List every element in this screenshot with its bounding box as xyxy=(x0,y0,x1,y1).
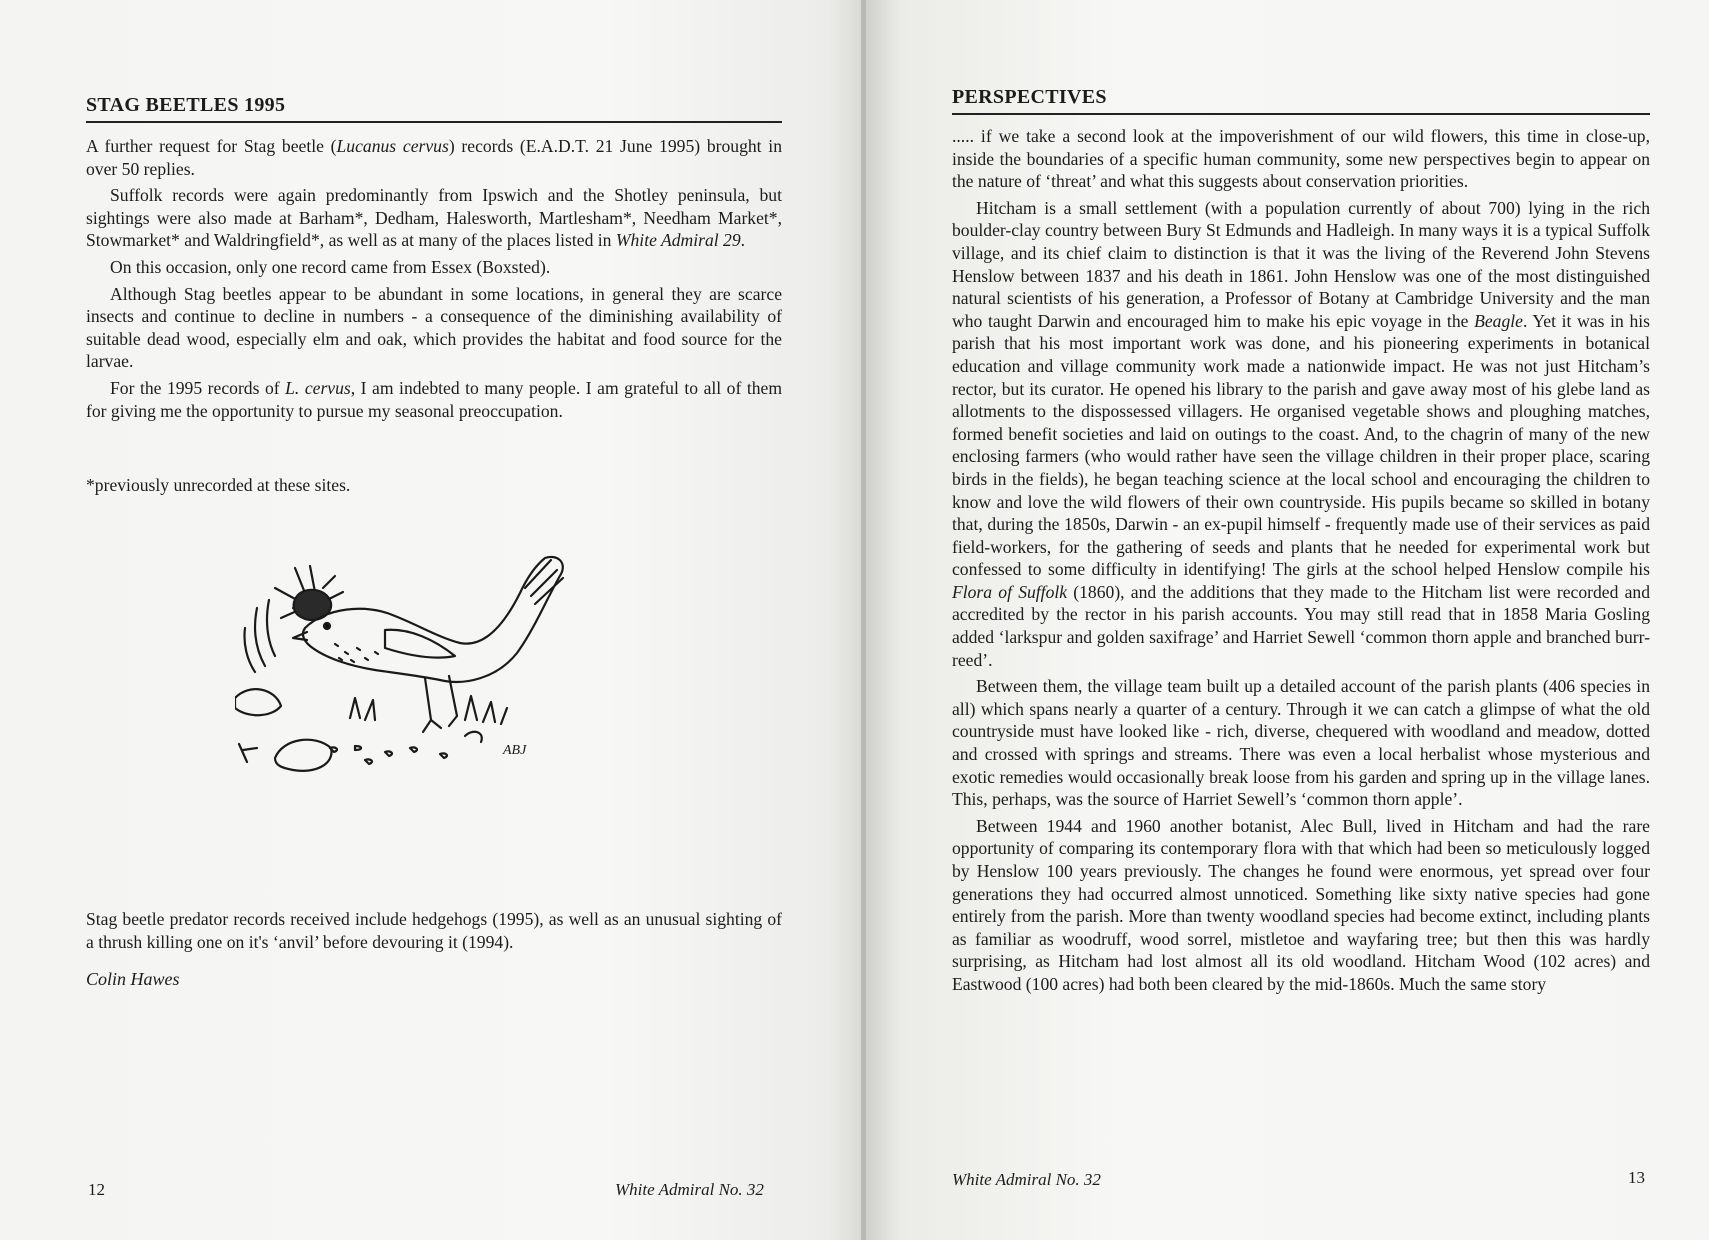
left-paragraph-1: A further request for Stag beetle (Lucanus cervus) records (E.A.D.T. 21 June 1995) brought in over 50 replies. xyxy=(86,136,782,179)
right-section-title: PERSPECTIVES xyxy=(952,86,1107,108)
left-paragraph-5: For the 1995 records of L. cervus, I am indebted to many people. I am grateful to all of them for giving me the opportunity to pursue my seasonal preoccupation. xyxy=(86,377,783,421)
right-paragraph-3: Between them, the village team built up a detailed account of the parish plants (406 species in all) which spans nearly a quarter of a century. Through it we can catch a glimpse of what the old countryside must have looked like - rich, diverse, chequered with woodland and meadow, dotted and crossed with springs and streams. There was even a local herbalist whose mysterious and exotic remedies would occasionally break loose from his garden and spring up in the village lanes. This, perhaps, was the source of Harriet Sewell’s ‘common thorn apple’. xyxy=(952,676,1650,810)
right-paragraph-4: Between 1944 and 1960 another botanist, Alec Bull, lived in Hitcham and had the rare opportunity of comparing its contemporary flora with that which had been so meticulously logged by Henslow 100 years previously. The changes he found were enormous, yet spread over four generations they had occurred almost unnoticed. Something like sixty native species had gone entirely from the parish. More than twenty woodland species had become extinct, including plants as familiar as woodruff, wood sorrel, mistletoe and wayfaring tree; but then this was hardly surprising, as Hitcham had lost almost all its old woodland. Hitcham Wood (102 acres) and Eastwood (100 acres) had both been cleared by the mid-1860s. Much the same story xyxy=(952,815,1650,994)
left-title-rule xyxy=(86,121,782,123)
left-paragraph-3: On this occasion, only one record came from Essex (Boxsted). xyxy=(110,256,551,277)
left-paragraph-4: Although Stag beetles appear to be abundant in some locations, in general they are scarce insects and continue to decline in numbers - a consequence of the diminishing availability of suitable dead wood, especially elm and oak, which provides the habitat and food source for the larvae. xyxy=(86,283,782,372)
right-article-body xyxy=(952,125,1650,996)
left-section-title: STAG BEETLES 1995 xyxy=(86,94,286,116)
predator-note: Stag beetle predator records received include hedgehogs (1995), as well as an unusual sighting of a thrush killing one on it's ‘anvil’ before devouring it (1994). xyxy=(86,909,782,952)
right-paragraph-2: Hitcham is a small settlement (with a population currently of about 700) lying in the rich boulder-clay country between Bury St Edmunds and Hadleigh. In many ways it is a typical Suffolk village, and its chief claim to distinction is that it was the living of the Reverend John Stevens Henslow between 1837 and his death in 1861. John Henslow was one of the most distinguished natural scientists of his generation, a Professor of Botany at Cambridge University and the man who taught Darwin and encouraged him to make his epic voyage in the Beagle. Yet it was in his parish that his most important work was done, and his pioneering experiments in botanical education and village community work made a nationwide impact. He was not just Hitcham’s rector, but its curator. He opened his library to the parish and gave away most of his glebe land as allotments to the dispossessed villagers. He organised vegetable shows and ploughing matches, formed benefit societies and laid on outings to the coast. And, to the chagrin of many of the new enclosing farmers (who would rather have seen the village children in their proper place, scaring birds in the fields), he began teaching science at the local school and encouraging the children to know and love the wild flowers of their own countryside. His pupils became so skilled in botany that, during the 1850s, Darwin - an ex-pupil himself - frequently made use of their services as paid field-workers, for the gathering of seeds and plants that he needed for experimental work but confessed to some difficulty in identifying! The girls at the school helped Henslow compile his Flora of Suffolk (1860), and the additions that they made to the Hitcham list were recorded and accredited by the rector in his parish accounts. You may still read that in 1858 Maria Gosling added ‘larkspur and golden saxifrage’ and Harriet Sewell ‘common thorn apple and branched burr-reed’. xyxy=(952,197,1650,670)
right-page xyxy=(866,0,1709,1240)
right-running-title: White Admiral No. 32 xyxy=(952,1170,1101,1189)
right-paragraph-1: ..... if we take a second look at the impoverishment of our wild flowers, this time in close-up, inside the boundaries of a specific human community, some new perspectives begin to appear on the nature of ‘threat’ and what this suggests about conservation priorities. xyxy=(952,126,1650,192)
thrush-illustration xyxy=(235,548,575,808)
right-title-rule xyxy=(952,113,1650,115)
left-article-body xyxy=(86,135,782,422)
left-paragraph-2: Suffolk records were again predominantly from Ipswich and the Shotley peninsula, but sightings were also made at Barham*, Dedham, Halesworth, Martlesham*, Needham Market*, Stowmarket* and Waldringfield*, as well as at many of the places listed in White Admiral 29. xyxy=(86,185,782,251)
footnote: *previously unrecorded at these sites. xyxy=(86,475,351,495)
illustration-signature: ABJ xyxy=(503,743,527,758)
left-page-number: 12 xyxy=(88,1180,105,1199)
left-running-title: White Admiral No. 32 xyxy=(615,1180,764,1199)
author-name: Colin Hawes xyxy=(86,969,180,989)
right-page-number: 13 xyxy=(1628,1168,1645,1187)
